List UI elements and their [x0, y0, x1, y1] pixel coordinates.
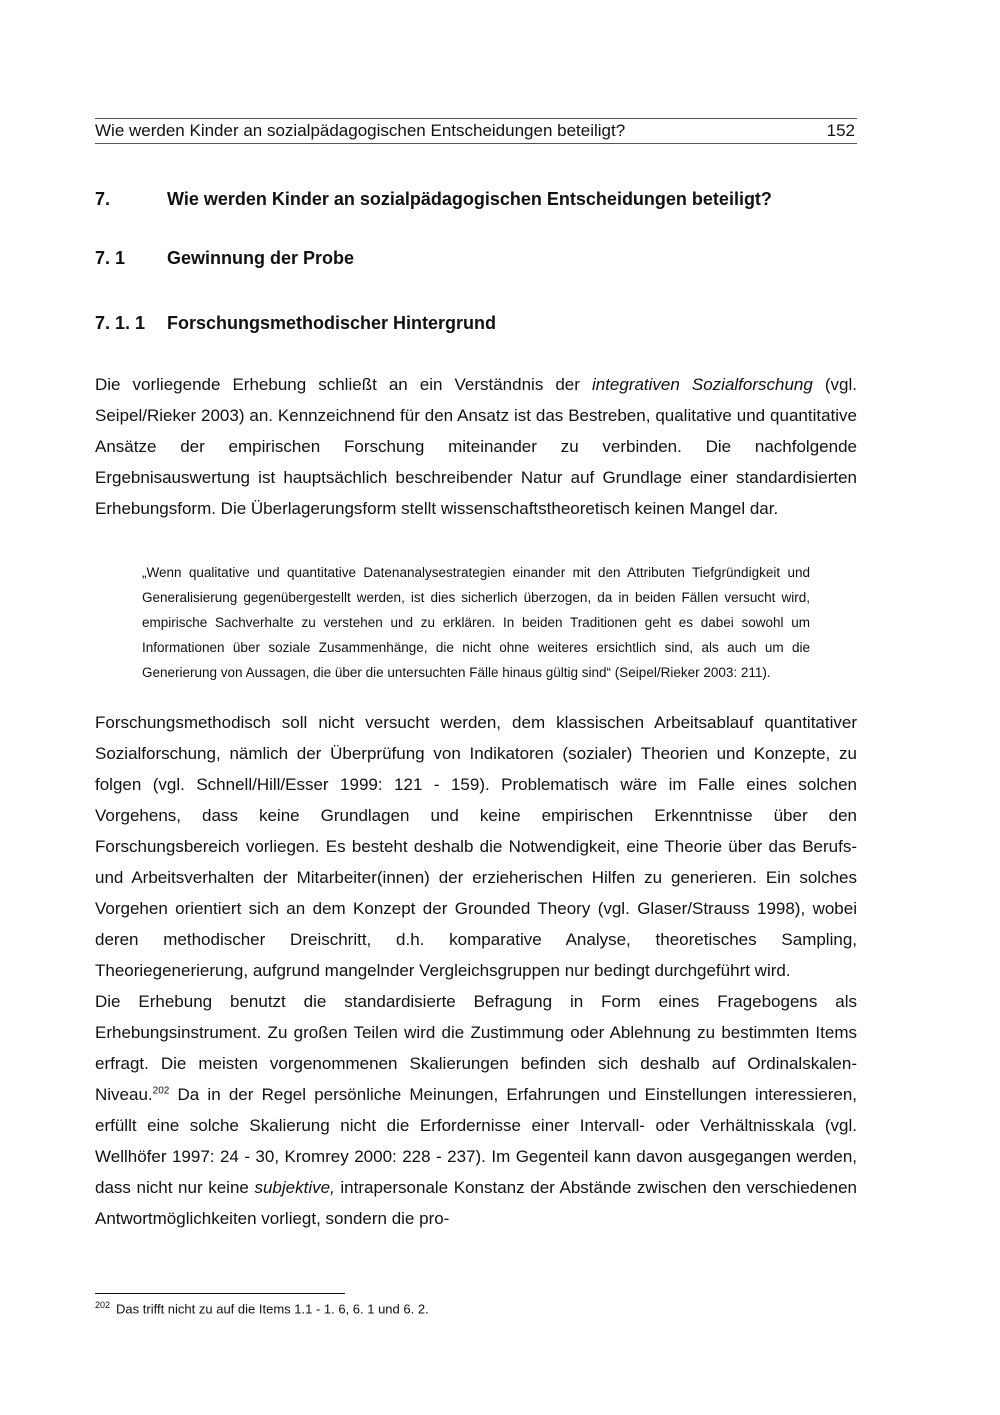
footnote [95, 1300, 429, 1316]
heading-number: 7. 1 [95, 248, 126, 268]
heading-text: Forschungsmethodischer Hintergrund [167, 313, 497, 333]
header-title: Wie werden Kinder an sozialpädagogischen Entscheidungen beteiligt? [95, 121, 626, 140]
paragraph-2: Forschungsmethodisch soll nicht versucht werden, dem klassischen Arbeitsablauf quantitativer Sozialforschung, nämlich der Überprüfung von Indikatoren (sozialer) Theorien und Konzepte, zu folgen (vgl. Schnell/Hill/Esser 1999: 121 - 159). Problematisch wäre im Falle eines solchen Vorgehens, dass keine Grundlagen und keine empirischen Erkenntnisse über den Forschungsbereich vorliegen. Es besteht deshalb die Notwendigkeit, eine Theorie über das Berufs- und Arbeitsverhalten der Mitarbeiter(innen) der erzieherischen Hilfen zu generieren. Ein solches Vorgehen orientiert sich an dem Konzept der Grounded Theory (vgl. Glaser/Strauss 1998), wobei deren methodischer Dreischritt, d.h. komparative Analyse, theoretisches Sampling, Theoriegenerierung, aufgrund mangelnder Vergleichsgruppen nur bedingt durchgeführt wird. [95, 713, 857, 980]
subsection-heading [95, 313, 496, 334]
page-number: 152 [826, 121, 855, 140]
body-continued [95, 707, 857, 1234]
heading-number: 7. 1. 1 [95, 313, 146, 333]
para3-text: Die Erhebung benutzt die standardisierte Befragung in Form eines Fragebogens als Erhebungsinstrument. Zu großen Teilen wird die Zustimmung oder Ablehnung zu bestimmten Items erfragt. Die meisten vorgenommenen Skalierungen befinden sich deshalb auf Ordinalskalen-Niveau. [95, 992, 857, 1104]
footnote-text: Das trifft nicht zu auf die Items 1.1 - 1. 6, 6. 1 und 6. 2. [116, 1301, 429, 1317]
para3-italic: subjektive, [254, 1178, 335, 1197]
paragraph-3 [95, 986, 857, 1234]
quote-text: „Wenn qualitative und quantitative Datenanalysestrategien einander mit den Attributen Tiefgründigkeit und Generalisierung gegenübergestellt werden, ist dies sicherlich überzogen, da in beiden Fällen versucht wird, empirische Sachverhalte zu verstehen und zu erklären. In beiden Traditionen geht es dabei sowohl um Informationen über soziale Zusammenhänge, die nicht ohne weiteres ersichtlich sind, als auch um die Generierung von Aussagen, die über die untersuchten Fälle hinaus gültig sind“ (Seipel/Rieker 2003: 211). [142, 565, 810, 680]
chapter-heading [95, 189, 772, 210]
heading-number: 7. [95, 189, 111, 209]
running-header [95, 118, 857, 144]
para1-italic: integrativen Sozialforschung [591, 375, 813, 394]
heading-text: Wie werden Kinder an sozialpädagogischen Entscheidungen beteiligt? [167, 189, 772, 209]
heading-text: Gewinnung der Probe [167, 248, 355, 268]
para3-text-end: intrapersonale Konstanz der Abstände zwischen den verschiedenen Antwortmöglichkeiten vorliegt, sondern die pro- [95, 1178, 857, 1228]
para3-text-cont: Da in der Regel persönliche Meinungen, Erfahrungen und Einstellungen interessieren, erfüllt eine solche Skalierung nicht die Erfordernisse einer Intervall- oder Verhältnisskala (vgl. Wellhöfer 1997: 24 - 30, Kromrey 2000: 228 - 237). Im Gegenteil kann davon ausgegangen werden, dass nicht nur keine [95, 1085, 857, 1197]
paragraph-1 [95, 369, 857, 524]
para1-text-cont: (vgl. Seipel/Rieker 2003) an. Kennzeichnend für den Ansatz ist das Bestreben, qualitative und quantitative Ansätze der empirischen Forschung miteinander zu verbinden. Die nachfolgende Ergebnisauswertung ist hauptsächlich beschreibender Natur auf Grundlage einer standardisierten Erhebungsform. Die Überlagerungsform stellt wissenschaftstheoretisch keinen Mangel dar. [95, 375, 857, 518]
section-heading [95, 248, 354, 269]
para1-text: Die vorliegende Erhebung schließt an ein Verständnis der [95, 375, 592, 394]
footnote-divider [95, 1293, 345, 1294]
footnote-mark: 202 [95, 1300, 111, 1310]
block-quote [142, 560, 810, 685]
footnote-reference[interactable]: 202 [152, 1085, 170, 1097]
